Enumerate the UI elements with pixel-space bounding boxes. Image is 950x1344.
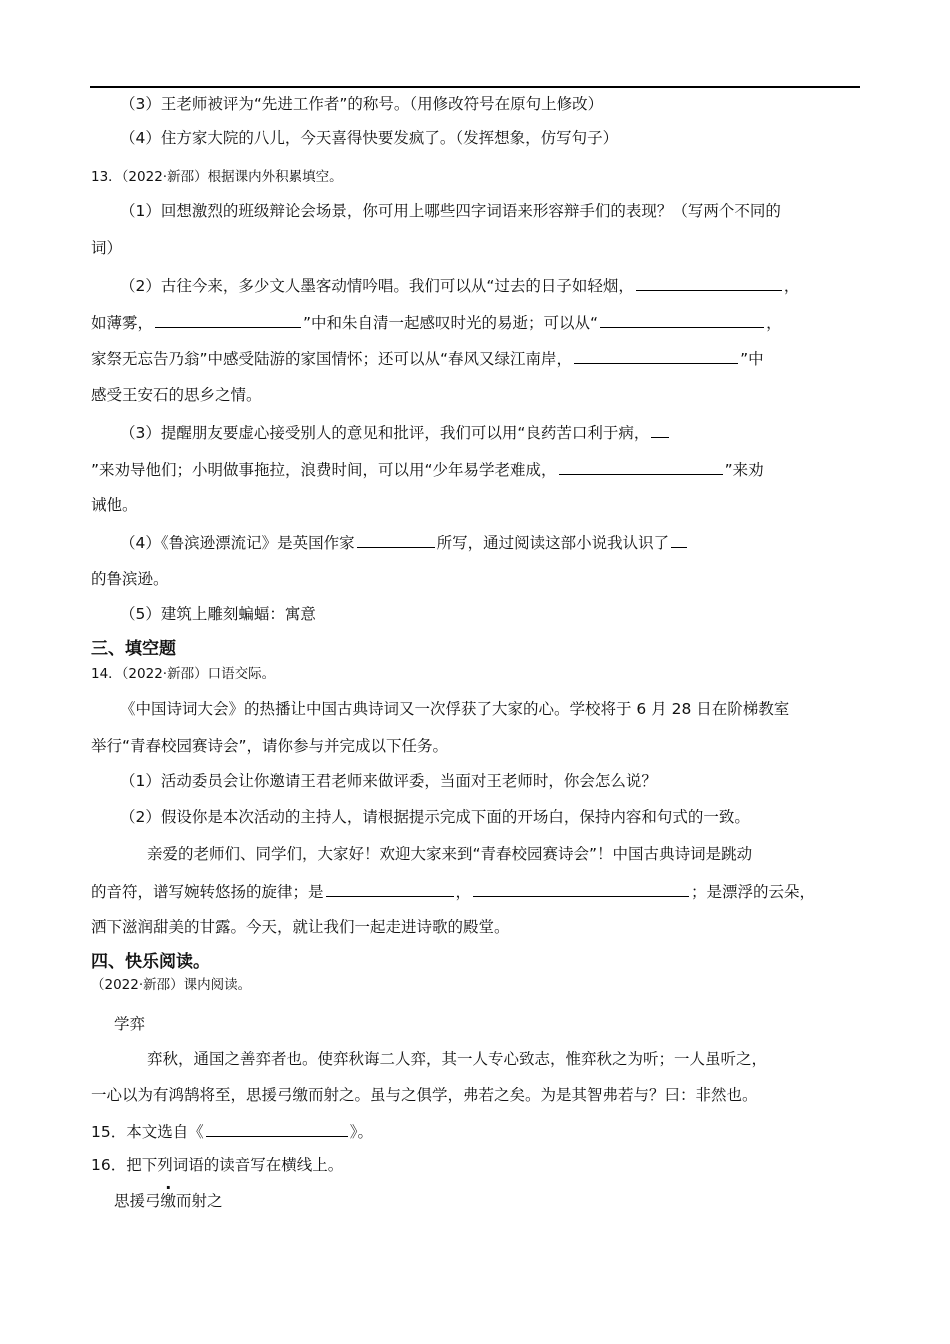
passage-line2: 一心以为有鸿鹄将至，思援弓缴而射之。虽与之俱学，弗若之矣。为是其智弗若与？曰：非然也。 <box>91 1086 758 1104</box>
q14-task-2: （2）假设你是本次活动的主持人，请根据提示完成下面的开场白，保持内容和句式的一致。 <box>120 808 750 826</box>
q13-part2-line2 <box>91 311 782 334</box>
answer-blank[interactable] <box>473 880 689 897</box>
q13-part3-text: ”来劝 <box>724 461 764 479</box>
emphasis-dot-char: 缴 <box>160 1192 177 1210</box>
answer-blank[interactable] <box>651 421 669 438</box>
passage-line1: 弈秋，通国之善弈者也。使弈秋诲二人弈，其一人专心致志，惟弈秋之为听；一人虽听之， <box>147 1050 768 1068</box>
answer-blank[interactable] <box>671 531 687 548</box>
q15-text: 15．本文选自《 <box>91 1123 204 1141</box>
section-4-title: 四、快乐阅读。 <box>91 952 210 972</box>
answer-blank[interactable] <box>326 880 454 897</box>
q14-speech-text: 的音符，谱写婉转悠扬的旋律；是 <box>91 883 324 901</box>
answer-blank[interactable] <box>357 531 435 548</box>
q13-part2-text: ”中和朱自清一起感叹时光的易逝；可以从“ <box>303 314 599 332</box>
q16-phrase <box>114 1190 223 1212</box>
q13-part2-text: （2）古往今来，多少文人墨客动情吟唱。我们可以从“过去的日子如轻烟， <box>120 277 634 295</box>
q13-part2-line1 <box>120 274 799 297</box>
q13-part4-line2: 的鲁滨逊。 <box>91 570 169 588</box>
q13-part3-line3: 诫他。 <box>91 496 138 514</box>
q13-part2-text: 家祭无忘告乃翁”中感受陆游的家国情怀；还可以从“春风又绿江南岸， <box>91 350 573 368</box>
q14-speech-line1: 亲爱的老师们、同学们，大家好！欢迎大家来到“青春校园赛诗会”！中国古典诗词是跳动 <box>147 845 753 863</box>
answer-blank[interactable] <box>206 1120 348 1137</box>
q15-text: 》。 <box>349 1123 373 1141</box>
q12-item-4: （4）住方家大院的八儿，今天喜得快要发疯了。（发挥想象，仿写句子） <box>120 129 619 147</box>
q12-item-3: （3）王老师被评为“先进工作者”的称号。（用修改符号在原句上修改） <box>120 95 604 113</box>
answer-blank[interactable] <box>600 311 764 328</box>
q13-part3-line2 <box>91 458 764 481</box>
passage-title: 学弈 <box>114 1015 146 1033</box>
header-rule <box>90 86 860 88</box>
q13-part2-line4: 感受王安石的思乡之情。 <box>91 386 262 404</box>
answer-blank[interactable] <box>574 347 738 364</box>
q14-task-1: （1）活动委员会让你邀请王君老师来做评委，当面对王老师时，你会怎么说？ <box>120 772 657 790</box>
q14-intro-line2: 举行“青春校园赛诗会”，请你参与并完成以下任务。 <box>91 737 449 755</box>
q13-part4-line1 <box>120 531 689 554</box>
q14-speech-line2 <box>91 880 815 903</box>
q13-part4-text: （4）《鲁滨逊漂流记》是英国作家 <box>120 534 355 552</box>
q13-part3-text: ”来劝导他们；小明做事拖拉，浪费时间，可以用“少年易学老难成， <box>91 461 557 479</box>
q14-intro-line1: 《中国诗词大会》的热播让中国古典诗词又一次俘获了大家的心。学校将于 6 月 28 日在阶梯教室 <box>120 700 790 718</box>
q13-part2-text: ”中 <box>740 350 764 368</box>
q14-speech-line3: 洒下滋润甜美的甘露。今天，就让我们一起走进诗歌的殿堂。 <box>91 918 510 936</box>
q13-part2-line3 <box>91 347 764 370</box>
q14-speech-text: ；是漂浮的云朵， <box>691 883 816 901</box>
q15 <box>91 1120 373 1143</box>
phrase-text: 思援弓 <box>114 1192 161 1210</box>
q14-speech-comma: ， <box>455 883 472 901</box>
q13-header: 13．（2022·新邵）根据课内外积累填空。 <box>91 169 343 185</box>
q13-part3-text: （3）提醒朋友要虚心接受别人的意见和批评，我们可以用“良药苦口利于病， <box>120 424 650 442</box>
q13-part2-comma: ， <box>766 314 782 332</box>
q13-part4-text: 所写，通过阅读这部小说我认识了 <box>436 534 670 552</box>
phrase-text: 而射之 <box>176 1192 223 1210</box>
answer-blank[interactable] <box>155 311 301 328</box>
q16: 16．把下列词语的读音写在横线上。 <box>91 1156 344 1174</box>
q13-part1-line2: 词） <box>91 239 123 257</box>
section-3-title: 三、填空题 <box>91 639 176 659</box>
q13-part2-text: 如薄雾， <box>91 314 154 332</box>
q13-part2-comma: ， <box>783 277 800 295</box>
q14-header: 14．（2022·新邵）口语交际。 <box>91 666 276 682</box>
q13-part3-line1 <box>120 421 671 444</box>
q13-part5: （5）建筑上雕刻蝙蝠：寓意 <box>120 605 316 623</box>
q13-part1-line1: （1）回想激烈的班级辩论会场景，你可用上哪些四字词语来形容辩手们的表现？（写两个不同的 <box>120 202 781 220</box>
answer-blank[interactable] <box>559 458 723 475</box>
answer-blank[interactable] <box>636 274 782 291</box>
reading-source: （2022·新邵）课内阅读。 <box>91 977 252 993</box>
